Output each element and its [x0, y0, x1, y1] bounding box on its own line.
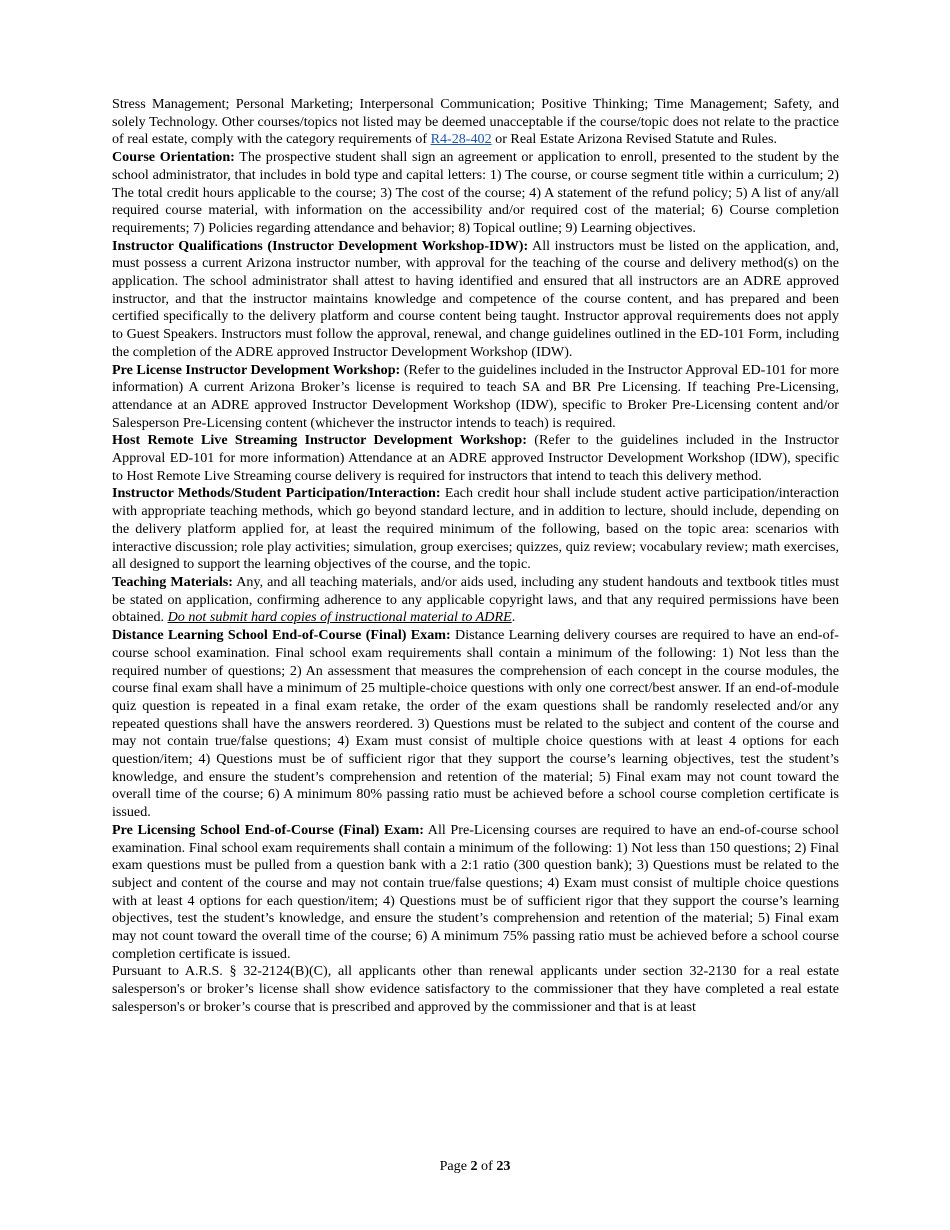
current-page-number: 2: [470, 1158, 478, 1174]
course-orientation-text: The prospective student shall sign an agreement or application to enroll, presented to the student by the school administrator, that includes in bold type and capital letters: 1) The course, or course segment title within a curriculum; 2) The total credit hours applicable to the course; 3) The cost of the course; 4) A statement of the refund policy; 5) A list of any/all required course material, with information on the accessibility and/or required cost of the material; 6) Course completion requirements; 7) Policies regarding attendance and behavior; 8) Topical outline; 9) Learning objectives.: [112, 149, 839, 236]
intro-text-end: or Real Estate Arizona Revised Statute and Rules.: [491, 131, 777, 148]
pursuant-paragraph: [112, 963, 839, 1016]
pre-license-idw-paragraph: [112, 362, 839, 433]
host-remote-idw-paragraph: [112, 432, 839, 485]
page-of-label: of: [477, 1158, 497, 1174]
intro-text: Stress Management; Personal Marketing; Interpersonal Communication; Positive Thinking; Time Management; Safety, and solely Technology. Other courses/topics not listed may be deemed unacceptable if the course/topic does not relate to the practice of real estate, comply with the category requirements of: [112, 96, 839, 148]
pre-licensing-exam-text: All Pre-Licensing courses are required to have an end-of-course school examination. Final school exam requirements shall contain a minimum of the following: 1) Not less than 150 questions; 2) Final exam questions must be pulled from a question bank with a 2:1 ratio (300 question bank); 3) Questions must be related to the subject and content of the course and may not contain true/false questions; 4) Exam must consist of multiple choice questions with at least 4 options for each question/item; 4) Questions must be of sufficient rigor that they support the course’s learning objectives, test the student’s knowledge, and ensure the student’s comprehension and retention of the material; 5) Final exam may not count toward the overall time of the course; 6) A minimum 75% passing ratio must be achieved before a school course completion certificate is issued.: [112, 821, 840, 962]
total-pages-number: 23: [496, 1158, 511, 1174]
teaching-materials-text: Any, and all teaching materials, and/or aids used, including any student handouts and textbook titles must be stated on application, confirming adherence to any applicable copyright laws, and that any required permissions have been obtained.: [112, 573, 839, 626]
host-remote-idw-heading: Host Remote Live Streaming Instructor Development Workshop:: [112, 432, 527, 449]
distance-learning-exam-heading: Distance Learning School End-of-Course (Final) Exam:: [112, 627, 451, 644]
instructor-qualifications-paragraph: [112, 238, 839, 362]
instructor-methods-text: Each credit hour shall include student active participation/interaction with appropriate teaching methods, which go beyond standard lecture, and in addition to lecture, should include, depending on the delivery platform applied for, at least the required minimum of the following, based on the topic area: scenarios with interactive discussion; role play activities; simulation, group exercises; quizzes, quiz review; vocabulary review; math exercises, all designed to support the learning objectives of the course, and the topic.: [112, 485, 840, 573]
host-remote-idw-text: (Refer to the guidelines included in the Instructor Approval ED-101 for more information) Attendance at an ADRE approved Instructor Development Workshop (IDW), specific to Host Remote Live Streaming course delivery is required for instructors that intend to teach this delivery method.: [112, 432, 839, 484]
course-orientation-paragraph: [112, 149, 839, 238]
pre-licensing-exam-paragraph: [112, 822, 839, 964]
teaching-materials-end: .: [511, 609, 516, 626]
page-footer: [0, 1158, 950, 1175]
pre-license-idw-text: (Refer to the guidelines included in the Instructor Approval ED-101 for more information) A current Arizona Broker’s license is required to teach SA and BR Pre Licensing. If teaching Pre-Licensing, attendance at an ADRE approved Instructor Development Workshop (IDW), specific to Broker Pre-Licensing content and/or Salesperson Pre-Licensing content (whichever the instructor intends to teach) is required.: [112, 361, 840, 431]
instructor-methods-paragraph: [112, 485, 839, 574]
teaching-materials-notice: Do not submit hard copies of instructional material to ADRE: [167, 609, 512, 626]
pre-licensing-exam-heading: Pre Licensing School End-of-Course (Final) Exam:: [112, 821, 424, 838]
pre-license-idw-heading: Pre License Instructor Development Workshop:: [112, 361, 401, 378]
instructor-methods-heading: Instructor Methods/Student Participation/Interaction:: [112, 485, 441, 502]
pursuant-text: Pursuant to A.R.S. § 32-2124(B)(C), all applicants other than renewal applicants under section 32-2130 for a real estate salesperson's or broker’s license shall show evidence satisfactory to the commissioner that they have completed a real estate salesperson's or broker’s course that is prescribed and approved by the commissioner and that is at least: [112, 963, 839, 1015]
distance-learning-exam-paragraph: [112, 627, 839, 822]
distance-learning-exam-text: Distance Learning delivery courses are required to have an end-of-course school examination. Final school exam requirements shall contain a minimum of the following: 1) Not less than the required number of questions; 2) An assessment that measures the comprehension of each concept in the course modules, the course final exam shall have a minimum of 25 multiple-choice questions with only one correct/best answer. If an end-of-module quiz question is repeated in a final exam retake, the order of the exam questions shall be randomly reselected and/or any repeated questions shall have the answers reordered. 3) Questions must be related to the subject and content of the course and may not contain true/false questions; 4) Exam must consist of multiple choice questions with at least 4 options for each question/item; 4) Questions must be of sufficient rigor that they support the course’s learning objectives, test the student’s knowledge, and ensure the student’s comprehension and retention of the material; 5) Final exam may not count toward the overall time of the course; 6) A minimum 80% passing ratio must be achieved before a school course completion certificate is issued.: [112, 627, 839, 821]
page-label: Page: [439, 1158, 471, 1174]
instructor-qualifications-text: All instructors must be listed on the application, and, must possess a current Arizona instructor number, with approval for the teaching of the course and delivery method(s) on the application. The school administrator shall attest to having identified and ensured that all instructors are an ADRE approved instructor, and that the instructor maintains knowledge and competence of the course content, and has prepared and been certified specifically to the delivery platform and course content being taught. Instructor approval requirements does not apply to Guest Speakers. Instructors must follow the approval, renewal, and change guidelines outlined in the ED-101 Form, including the completion of the ADRE approved Instructor Development Workshop (IDW).: [112, 237, 839, 360]
course-orientation-heading: Course Orientation:: [112, 149, 235, 166]
instructor-qualifications-heading: Instructor Qualifications (Instructor Development Workshop-IDW):: [112, 237, 529, 254]
teaching-materials-paragraph: [112, 574, 839, 627]
document-page: [112, 96, 839, 1017]
teaching-materials-heading: Teaching Materials:: [112, 573, 233, 590]
intro-paragraph: [112, 96, 839, 149]
rule-link-r4-28-402[interactable]: R4-28-402: [430, 131, 492, 148]
